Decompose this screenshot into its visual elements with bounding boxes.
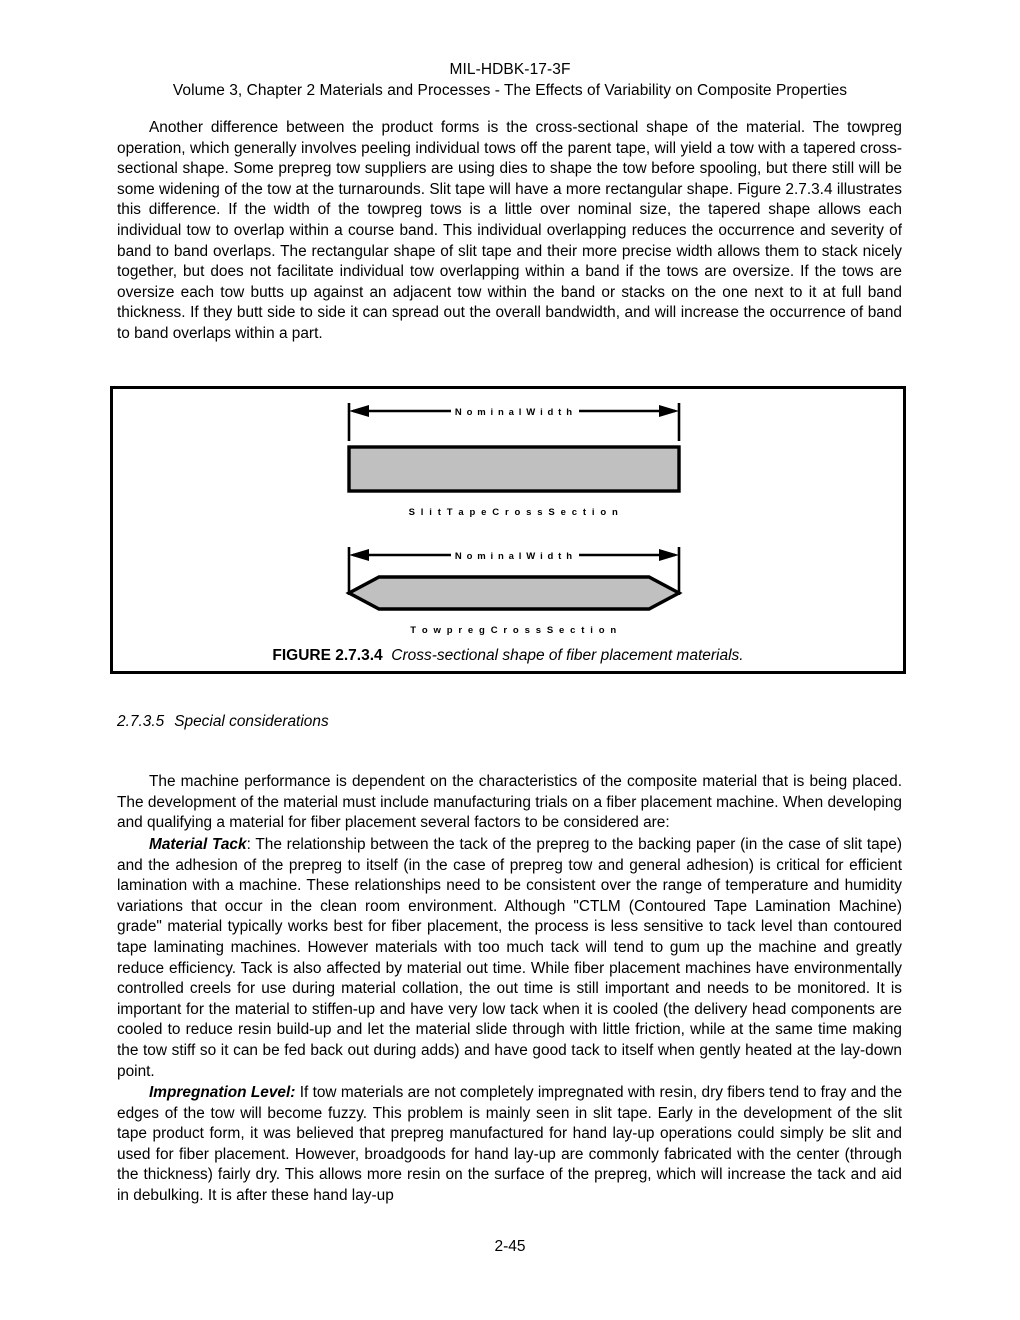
towpreg-section-label: T o w p r e g C r o s s S e c t i o n (410, 625, 618, 636)
figure-caption-text: Cross-sectional shape of fiber placement materials. (391, 647, 744, 664)
section-title: Special considerations (174, 713, 329, 730)
page-number: 2-45 (494, 1238, 526, 1255)
page-header (0, 60, 1020, 102)
section-number: 2.7.3.5 (117, 713, 165, 730)
paragraph-impregnation-level (117, 1083, 902, 1207)
paragraph-text: : The relationship between the tack of the prepreg to the backing paper (in the case of slit tape) and the adhesion of the prepreg to itself (in the case of prepreg tow and general adhesion) is critical for efficient lamination with a machine. These relationships need to be consistent over the range of temperature and humidity variations that occur in the clean room environment. Although "CTLM (Contoured Tape Lamination Machine) grade" material typically works best for fiber placement, the process is less sensitive to tack level than contoured tape laminating machines. However materials with too much tack will tend to gum up the machine and greatly reduce efficiency. Tack is also affected by material out time. While fiber placement machines have environmentally controlled creels for use during material collation, the out time is still important and needs to be monitored. It is important for the material to stiffen-up and have very low tack when it is cooled (the delivery head components are cooled to reduce resin build-up and let the material slide through with little friction, while at the same time making the tow stiff so it can be fed back out during adds) and have good tack to itself when gently heated at the lay-down point. (117, 836, 902, 1080)
figure-content (113, 389, 903, 671)
bottom-dimension-label: N o m i n a l W i d t h (454, 551, 574, 562)
top-dimension-label: N o m i n a l W i d t h (454, 407, 574, 418)
body-section-four (117, 1083, 902, 1221)
bottom-right-arrowhead (659, 549, 679, 561)
paragraph-material-tack (117, 835, 902, 1082)
impregnation-level-runin-heading: Impregnation Level: (149, 1084, 296, 1101)
material-tack-runin-heading: Material Tack (149, 836, 247, 853)
cross-section-diagram (113, 389, 903, 639)
bottom-left-arrowhead (349, 549, 369, 561)
paragraph-text: The machine performance is dependent on the characteristics of the composite material that is being placed. The development of the material must include manufacturing trials on a fiber placement machine. When developing and qualifying a material for fiber placement several factors to be considered are: (117, 773, 902, 832)
top-right-arrowhead (659, 405, 679, 417)
section-heading-2-7-3-5 (117, 713, 329, 731)
paragraph-text: If tow materials are not completely impregnated with resin, dry fibers tend to fray and the edges of the tow will become fuzzy. This problem is mainly seen in slit tape. Early in the development of the slit tape product form, it was believed that prepreg manufactured for hand lay-up operations could simply be slit and used for fiber placement. However, broadgoods for hand lay-up are commonly fabricated with the center (through the thickness) fairly dry. This allows more resin on the surface of the prepreg, which will increase the tack and aid in debulking. It is after these hand lay-up (117, 1084, 903, 1204)
body-section-one (117, 118, 902, 359)
document-subtitle: Volume 3, Chapter 2 Materials and Processes - The Effects of Variability on Composite Properties (172, 82, 848, 99)
paragraph-text: Another difference between the product forms is the cross-sectional shape of the material. The towpreg operation, which generally involves peeling individual tows off the parent tape, will yield a tow with a tapered cross-sectional shape. Some prepreg tow suppliers are using dies to shape the tow before spooling, but there still will be some widening of the tow at the turnarounds. Slit tape will have a more rectangular shape. Figure 2.7.3.4 illustrates this difference. If the width of the towpreg tows is a little over nominal size, the tapered shape allows each individual tow to overlap within a course band. This individual overlapping reduces the occurrence and severity of band to band overlaps. The rectangular shape of slit tape and their more precise width allows them to stack nicely together, but does not facilitate individual tow overlapping within a band if the tows are oversize. If the tows are oversize each tow butts up against an adjacent tow within the band or stacks on the one next to it at full band thickness. If they butt side to side it can spread out the overall bandwidth, and will increase the occurrence of band to band overlaps within a part. (117, 119, 902, 342)
figure-2-7-3-4 (110, 386, 906, 674)
figure-caption-spacer (383, 647, 392, 664)
top-left-arrowhead (349, 405, 369, 417)
page-footer (0, 1238, 1020, 1256)
document-id: MIL-HDBK-17-3F (449, 61, 571, 78)
slit-tape-rectangle (349, 447, 679, 491)
figure-caption-label: FIGURE 2.7.3.4 (272, 647, 383, 664)
figure-caption (113, 647, 903, 665)
paragraph-product-forms (117, 118, 902, 345)
paragraph-machine-performance (117, 772, 902, 834)
towpreg-polygon (349, 577, 679, 609)
slit-tape-section-label: S l i t T a p e C r o s s S e c t i o n (408, 507, 620, 518)
body-section-three (117, 835, 902, 1096)
